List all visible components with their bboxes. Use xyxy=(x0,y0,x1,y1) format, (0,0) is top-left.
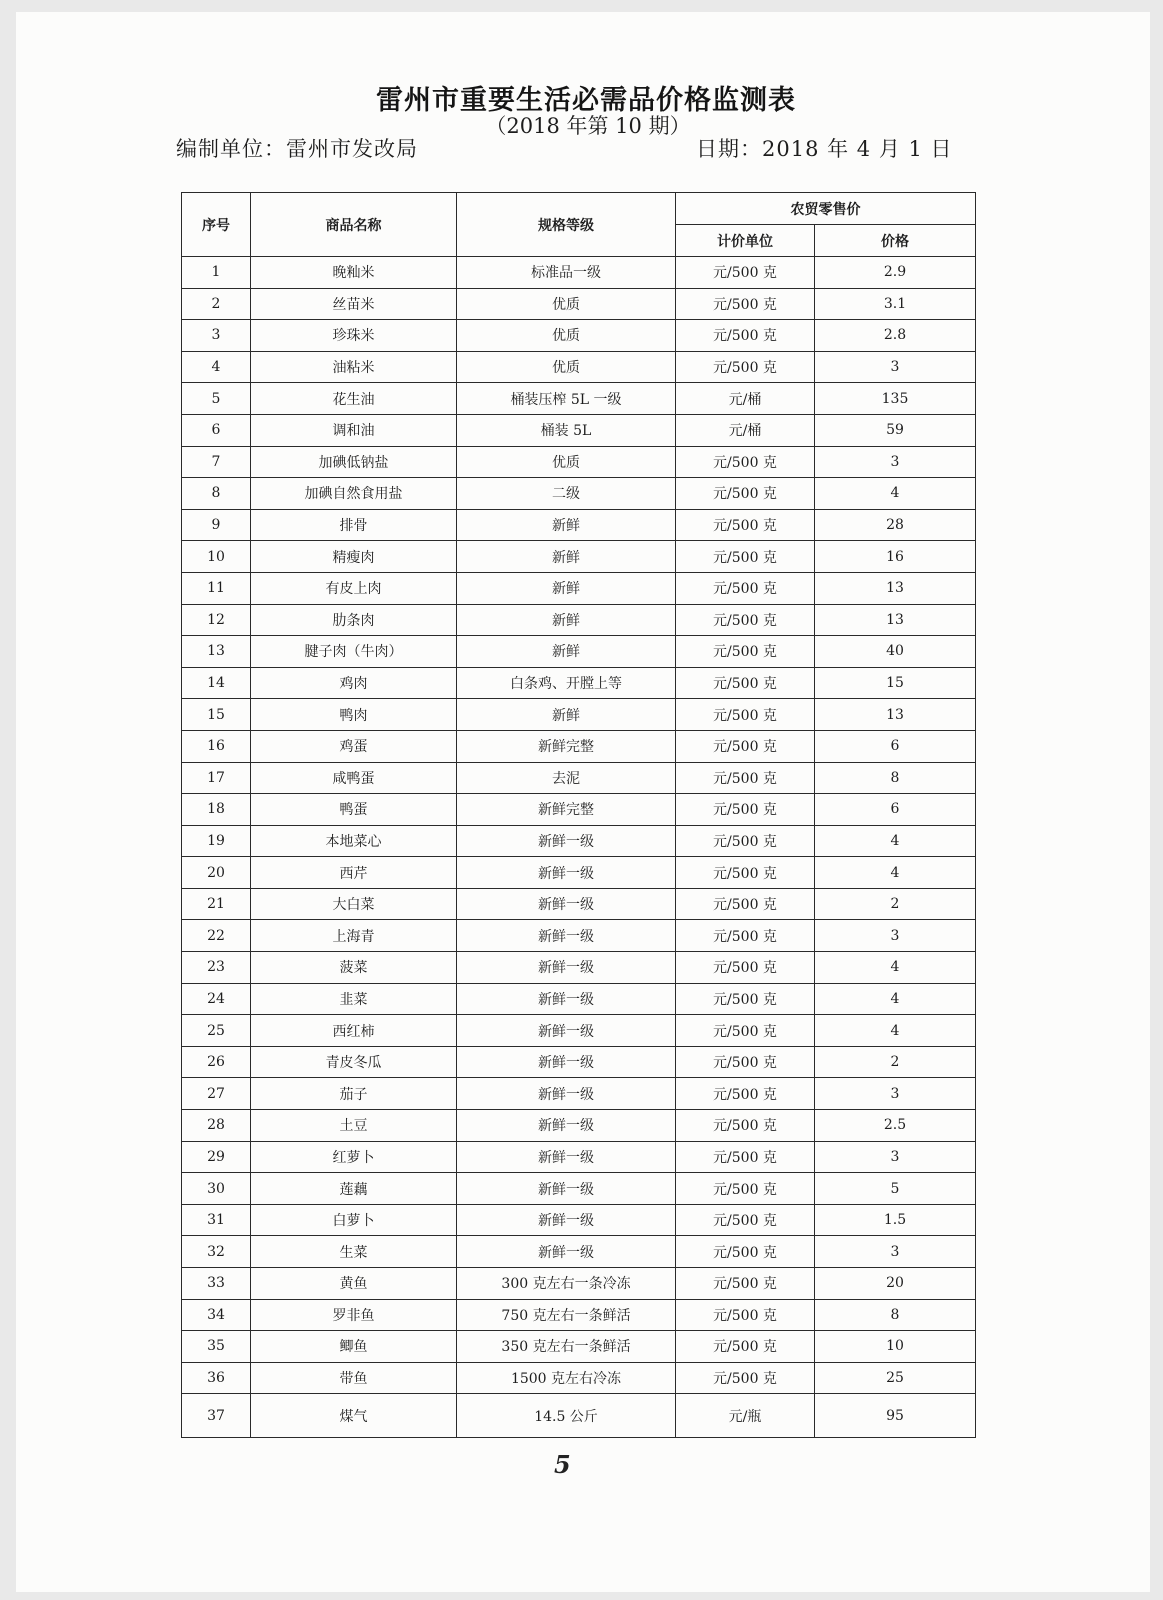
cell-seq: 12 xyxy=(182,604,251,636)
cell-name: 加碘低钠盐 xyxy=(251,446,457,478)
cell-price: 59 xyxy=(815,414,976,446)
cell-seq: 7 xyxy=(182,446,251,478)
cell-name: 鸡肉 xyxy=(251,667,457,699)
cell-spec: 新鲜完整 xyxy=(457,794,676,826)
cell-spec: 新鲜一级 xyxy=(457,952,676,984)
compiler-label: 编制单位：雷州市发改局 xyxy=(176,137,418,161)
cell-unit: 元/500 克 xyxy=(676,983,815,1015)
cell-seq: 8 xyxy=(182,478,251,510)
cell-seq: 35 xyxy=(182,1331,251,1363)
cell-price: 2.5 xyxy=(815,1110,976,1142)
cell-price: 1.5 xyxy=(815,1204,976,1236)
header-retail-group: 农贸零售价 xyxy=(676,193,976,225)
cell-unit: 元/500 克 xyxy=(676,762,815,794)
table-row xyxy=(182,952,976,984)
cell-unit: 元/500 克 xyxy=(676,1236,815,1268)
cell-unit: 元/500 克 xyxy=(676,1331,815,1363)
cell-seq: 15 xyxy=(182,699,251,731)
cell-name: 红萝卜 xyxy=(251,1141,457,1173)
cell-name: 鸭蛋 xyxy=(251,794,457,826)
cell-spec: 优质 xyxy=(457,446,676,478)
cell-seq: 30 xyxy=(182,1173,251,1205)
table-row xyxy=(182,983,976,1015)
page-number: 5 xyxy=(554,1450,571,1479)
table-row xyxy=(182,604,976,636)
cell-unit: 元/500 克 xyxy=(676,1362,815,1394)
cell-unit: 元/500 克 xyxy=(676,920,815,952)
table-row xyxy=(182,1141,976,1173)
table-row xyxy=(182,1268,976,1300)
cell-seq: 21 xyxy=(182,888,251,920)
cell-spec: 新鲜一级 xyxy=(457,920,676,952)
cell-price: 16 xyxy=(815,541,976,573)
cell-seq: 18 xyxy=(182,794,251,826)
cell-spec: 新鲜一级 xyxy=(457,1110,676,1142)
cell-price: 4 xyxy=(815,478,976,510)
cell-spec: 新鲜一级 xyxy=(457,1173,676,1205)
cell-name: 煤气 xyxy=(251,1394,457,1438)
cell-unit: 元/500 克 xyxy=(676,636,815,668)
cell-price: 8 xyxy=(815,1299,976,1331)
table-row xyxy=(182,857,976,889)
cell-unit: 元/500 克 xyxy=(676,1141,815,1173)
cell-price: 3 xyxy=(815,1078,976,1110)
cell-price: 3 xyxy=(815,1141,976,1173)
table-row xyxy=(182,1173,976,1205)
table-row xyxy=(182,1015,976,1047)
cell-name: 鲫鱼 xyxy=(251,1331,457,1363)
cell-spec: 白条鸡、开膛上等 xyxy=(457,667,676,699)
table-body xyxy=(182,257,976,1438)
cell-name: 大白菜 xyxy=(251,888,457,920)
cell-unit: 元/瓶 xyxy=(676,1394,815,1438)
table-row xyxy=(182,888,976,920)
cell-unit: 元/500 克 xyxy=(676,541,815,573)
table-row xyxy=(182,257,976,289)
table-row xyxy=(182,920,976,952)
price-table xyxy=(181,192,976,1438)
cell-unit: 元/500 克 xyxy=(676,1046,815,1078)
cell-spec: 优质 xyxy=(457,320,676,352)
cell-unit: 元/500 克 xyxy=(676,794,815,826)
cell-price: 4 xyxy=(815,1015,976,1047)
cell-spec: 新鲜 xyxy=(457,604,676,636)
cell-name: 加碘自然食用盐 xyxy=(251,478,457,510)
table-row xyxy=(182,1299,976,1331)
cell-unit: 元/500 克 xyxy=(676,604,815,636)
table-row xyxy=(182,478,976,510)
table-row xyxy=(182,351,976,383)
cell-seq: 37 xyxy=(182,1394,251,1438)
cell-seq: 27 xyxy=(182,1078,251,1110)
cell-seq: 28 xyxy=(182,1110,251,1142)
cell-name: 生菜 xyxy=(251,1236,457,1268)
cell-spec: 新鲜 xyxy=(457,541,676,573)
date-label: 日期：2018 年 4 月 1 日 xyxy=(696,137,953,161)
table-row xyxy=(182,1204,976,1236)
cell-price: 25 xyxy=(815,1362,976,1394)
cell-price: 6 xyxy=(815,730,976,762)
cell-unit: 元/500 克 xyxy=(676,857,815,889)
cell-seq: 1 xyxy=(182,257,251,289)
cell-price: 3 xyxy=(815,920,976,952)
cell-name: 白萝卜 xyxy=(251,1204,457,1236)
cell-price: 28 xyxy=(815,509,976,541)
cell-price: 13 xyxy=(815,572,976,604)
cell-name: 西芹 xyxy=(251,857,457,889)
page-title: 雷州市重要生活必需品价格监测表 xyxy=(376,85,796,116)
cell-seq: 11 xyxy=(182,572,251,604)
cell-price: 15 xyxy=(815,667,976,699)
cell-price: 4 xyxy=(815,983,976,1015)
cell-name: 韭菜 xyxy=(251,983,457,1015)
header-price: 价格 xyxy=(815,225,976,257)
cell-seq: 20 xyxy=(182,857,251,889)
cell-name: 咸鸭蛋 xyxy=(251,762,457,794)
table-row xyxy=(182,825,976,857)
cell-price: 3 xyxy=(815,351,976,383)
cell-unit: 元/500 克 xyxy=(676,446,815,478)
table-row xyxy=(182,1331,976,1363)
cell-name: 油粘米 xyxy=(251,351,457,383)
cell-unit: 元/500 克 xyxy=(676,1078,815,1110)
cell-unit: 元/500 克 xyxy=(676,320,815,352)
cell-unit: 元/500 克 xyxy=(676,288,815,320)
cell-price: 4 xyxy=(815,952,976,984)
table-row xyxy=(182,446,976,478)
cell-name: 土豆 xyxy=(251,1110,457,1142)
table-row xyxy=(182,794,976,826)
cell-spec: 350 克左右一条鲜活 xyxy=(457,1331,676,1363)
document-page xyxy=(16,12,1150,1592)
cell-spec: 750 克左右一条鲜活 xyxy=(457,1299,676,1331)
cell-unit: 元/500 克 xyxy=(676,667,815,699)
table-row xyxy=(182,1236,976,1268)
cell-price: 40 xyxy=(815,636,976,668)
cell-name: 排骨 xyxy=(251,509,457,541)
cell-name: 罗非鱼 xyxy=(251,1299,457,1331)
cell-name: 腱子肉（牛肉） xyxy=(251,636,457,668)
table-row xyxy=(182,288,976,320)
cell-unit: 元/500 克 xyxy=(676,351,815,383)
cell-name: 晚籼米 xyxy=(251,257,457,289)
cell-spec: 1500 克左右冷冻 xyxy=(457,1362,676,1394)
cell-name: 丝苗米 xyxy=(251,288,457,320)
cell-name: 调和油 xyxy=(251,414,457,446)
cell-name: 带鱼 xyxy=(251,1362,457,1394)
cell-unit: 元/500 克 xyxy=(676,888,815,920)
cell-price: 13 xyxy=(815,699,976,731)
cell-unit: 元/500 克 xyxy=(676,1299,815,1331)
cell-unit: 元/500 克 xyxy=(676,509,815,541)
cell-price: 5 xyxy=(815,1173,976,1205)
cell-unit: 元/500 克 xyxy=(676,825,815,857)
cell-price: 4 xyxy=(815,857,976,889)
table-row xyxy=(182,414,976,446)
cell-spec: 新鲜完整 xyxy=(457,730,676,762)
table-row xyxy=(182,1362,976,1394)
cell-seq: 17 xyxy=(182,762,251,794)
header-unit: 计价单位 xyxy=(676,225,815,257)
cell-seq: 13 xyxy=(182,636,251,668)
cell-seq: 4 xyxy=(182,351,251,383)
cell-name: 鸭肉 xyxy=(251,699,457,731)
cell-unit: 元/500 克 xyxy=(676,257,815,289)
cell-name: 菠菜 xyxy=(251,952,457,984)
cell-seq: 23 xyxy=(182,952,251,984)
cell-spec: 新鲜一级 xyxy=(457,1141,676,1173)
cell-spec: 桶装 5L xyxy=(457,414,676,446)
cell-seq: 34 xyxy=(182,1299,251,1331)
cell-price: 135 xyxy=(815,383,976,415)
cell-spec: 优质 xyxy=(457,288,676,320)
table-row xyxy=(182,1110,976,1142)
cell-unit: 元/500 克 xyxy=(676,1110,815,1142)
cell-name: 西红柿 xyxy=(251,1015,457,1047)
cell-price: 8 xyxy=(815,762,976,794)
table-row xyxy=(182,509,976,541)
cell-seq: 22 xyxy=(182,920,251,952)
cell-seq: 9 xyxy=(182,509,251,541)
table-row xyxy=(182,541,976,573)
cell-spec: 新鲜 xyxy=(457,509,676,541)
cell-price: 10 xyxy=(815,1331,976,1363)
cell-unit: 元/500 克 xyxy=(676,1268,815,1300)
header-name: 商品名称 xyxy=(251,193,457,257)
cell-spec: 标准品一级 xyxy=(457,257,676,289)
cell-seq: 16 xyxy=(182,730,251,762)
cell-seq: 32 xyxy=(182,1236,251,1268)
cell-seq: 5 xyxy=(182,383,251,415)
table-row xyxy=(182,699,976,731)
table-row xyxy=(182,1078,976,1110)
cell-spec: 新鲜一级 xyxy=(457,1078,676,1110)
cell-unit: 元/500 克 xyxy=(676,1015,815,1047)
cell-unit: 元/500 克 xyxy=(676,699,815,731)
cell-name: 黄鱼 xyxy=(251,1268,457,1300)
cell-unit: 元/500 克 xyxy=(676,478,815,510)
cell-name: 精瘦肉 xyxy=(251,541,457,573)
cell-spec: 新鲜一级 xyxy=(457,857,676,889)
cell-price: 2 xyxy=(815,888,976,920)
cell-price: 2.8 xyxy=(815,320,976,352)
cell-spec: 新鲜一级 xyxy=(457,825,676,857)
cell-unit: 元/500 克 xyxy=(676,1173,815,1205)
cell-seq: 26 xyxy=(182,1046,251,1078)
cell-spec: 新鲜一级 xyxy=(457,1015,676,1047)
cell-spec: 300 克左右一条冷冻 xyxy=(457,1268,676,1300)
cell-unit: 元/500 克 xyxy=(676,952,815,984)
table-row xyxy=(182,320,976,352)
cell-name: 上海青 xyxy=(251,920,457,952)
cell-seq: 24 xyxy=(182,983,251,1015)
cell-spec: 新鲜一级 xyxy=(457,1204,676,1236)
cell-seq: 14 xyxy=(182,667,251,699)
cell-seq: 36 xyxy=(182,1362,251,1394)
cell-price: 3 xyxy=(815,446,976,478)
cell-spec: 14.5 公斤 xyxy=(457,1394,676,1438)
cell-spec: 去泥 xyxy=(457,762,676,794)
table-row xyxy=(182,572,976,604)
cell-unit: 元/500 克 xyxy=(676,730,815,762)
table-row xyxy=(182,762,976,794)
cell-spec: 优质 xyxy=(457,351,676,383)
cell-price: 3 xyxy=(815,1236,976,1268)
cell-price: 95 xyxy=(815,1394,976,1438)
cell-spec: 新鲜一级 xyxy=(457,1046,676,1078)
cell-seq: 33 xyxy=(182,1268,251,1300)
cell-seq: 19 xyxy=(182,825,251,857)
cell-seq: 31 xyxy=(182,1204,251,1236)
cell-name: 肋条肉 xyxy=(251,604,457,636)
cell-spec: 新鲜一级 xyxy=(457,1236,676,1268)
cell-spec: 二级 xyxy=(457,478,676,510)
cell-name: 鸡蛋 xyxy=(251,730,457,762)
cell-price: 6 xyxy=(815,794,976,826)
table-row xyxy=(182,730,976,762)
cell-seq: 3 xyxy=(182,320,251,352)
cell-price: 2.9 xyxy=(815,257,976,289)
cell-spec: 新鲜 xyxy=(457,636,676,668)
cell-spec: 新鲜 xyxy=(457,572,676,604)
cell-price: 2 xyxy=(815,1046,976,1078)
cell-name: 珍珠米 xyxy=(251,320,457,352)
cell-spec: 新鲜 xyxy=(457,699,676,731)
header-spec: 规格等级 xyxy=(457,193,676,257)
table-row xyxy=(182,1046,976,1078)
cell-price: 4 xyxy=(815,825,976,857)
cell-spec: 新鲜一级 xyxy=(457,983,676,1015)
cell-price: 3.1 xyxy=(815,288,976,320)
cell-unit: 元/500 克 xyxy=(676,1204,815,1236)
issue-subtitle: （2018 年第 10 期） xyxy=(485,114,691,138)
cell-name: 有皮上肉 xyxy=(251,572,457,604)
table-row xyxy=(182,667,976,699)
cell-seq: 2 xyxy=(182,288,251,320)
cell-unit: 元/桶 xyxy=(676,383,815,415)
cell-unit: 元/桶 xyxy=(676,414,815,446)
cell-spec: 桶装压榨 5L 一级 xyxy=(457,383,676,415)
cell-name: 青皮冬瓜 xyxy=(251,1046,457,1078)
cell-name: 茄子 xyxy=(251,1078,457,1110)
cell-name: 莲藕 xyxy=(251,1173,457,1205)
cell-spec: 新鲜一级 xyxy=(457,888,676,920)
table-row xyxy=(182,383,976,415)
cell-seq: 29 xyxy=(182,1141,251,1173)
cell-unit: 元/500 克 xyxy=(676,572,815,604)
cell-price: 13 xyxy=(815,604,976,636)
table-row xyxy=(182,636,976,668)
cell-seq: 25 xyxy=(182,1015,251,1047)
cell-name: 本地菜心 xyxy=(251,825,457,857)
cell-price: 20 xyxy=(815,1268,976,1300)
table-row xyxy=(182,1394,976,1438)
cell-name: 花生油 xyxy=(251,383,457,415)
cell-seq: 6 xyxy=(182,414,251,446)
cell-seq: 10 xyxy=(182,541,251,573)
header-seq: 序号 xyxy=(182,193,251,257)
